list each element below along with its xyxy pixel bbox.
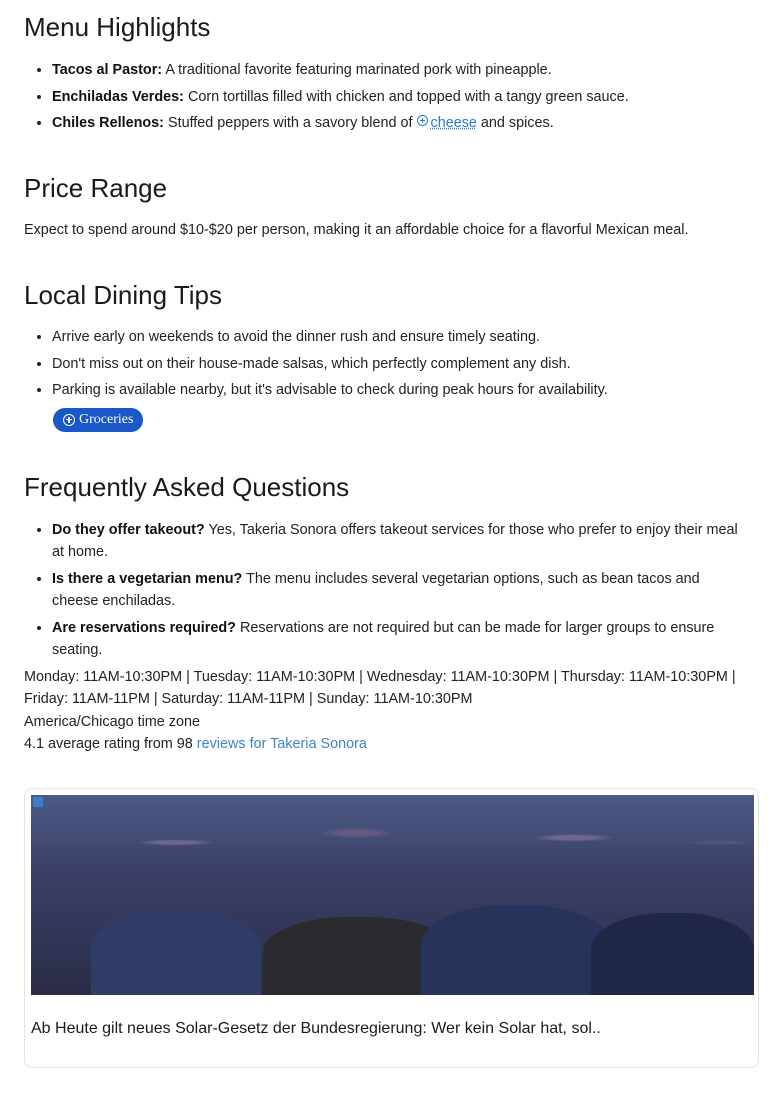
groceries-label: Groceries (79, 411, 134, 427)
dish-name: Tacos al Pastor: (52, 62, 163, 78)
list-item (52, 617, 746, 661)
news-card[interactable] (24, 788, 759, 1068)
list-item (52, 519, 746, 563)
list-item (52, 112, 746, 134)
faq-heading: Frequently Asked Questions (24, 471, 350, 502)
price-range-heading: Price Range (24, 173, 168, 203)
dish-name: Chiles Rellenos: (52, 115, 164, 131)
price-range-text: Expect to spend around $10-$20 per person, making it an affordable choice for a flavorful Mexican meal. (24, 222, 689, 238)
list-item: • Don't miss out on their house-made salsas, which perfectly complement any dish. (52, 353, 746, 375)
menu-highlights-list (24, 59, 746, 134)
groceries-button[interactable] (53, 408, 143, 432)
list-item (52, 86, 746, 108)
dish-desc: A traditional favorite featuring marinated pork with pineapple. (162, 62, 552, 78)
list-item (52, 59, 746, 81)
list-item: • Arrive early on weekends to avoid the dinner rush and ensure timely seating. (52, 326, 746, 348)
news-image[interactable] (31, 795, 754, 995)
dining-tips-list (24, 326, 746, 401)
faq-answer: Reservations are not required but can be made for larger groups to ensure seating. (52, 619, 715, 658)
local-dining-tips-heading: Local Dining Tips (24, 280, 222, 310)
faq-question: Do they offer takeout? (52, 521, 205, 538)
dish-name: Enchiladas Verdes: (52, 88, 184, 105)
dish-desc: Stuffed peppers with a savory blend of (163, 115, 417, 131)
faq-question: Is there a vegetarian menu? (52, 570, 243, 587)
list-item: • Parking is available nearby, but it's advisable to check during peak hours for availability. (52, 379, 746, 401)
news-card-title[interactable]: Ab Heute gilt neues Solar-Gesetz der Bundesregierung: Wer kein Solar hat, sol.. (31, 1019, 601, 1037)
faq-question: Are reservations required? (52, 619, 236, 636)
dish-desc-end: and spices. (476, 115, 554, 131)
plus-circle-icon (63, 414, 75, 426)
ad-choices-icon[interactable] (33, 797, 43, 807)
timezone: America/Chicago time zone (24, 713, 200, 730)
rating-line (24, 733, 746, 756)
faq-answer: The menu includes several vegetarian options, such as bean tacos and cheese enchiladas. (52, 570, 700, 609)
reviews-link[interactable]: reviews for Takeria Sonora (196, 736, 367, 752)
rating-text: 4.1 average rating from 98 (24, 736, 197, 752)
opening-hours: Monday: 11AM-10:30PM | Tuesday: 11AM-10:30PM | Wednesday: 11AM-10:30PM | Thursday: 11AM-10:30PM | Friday: 11AM-11PM | Saturday: 11AM-11PM | Sunday: 11AM-10:30PM (24, 668, 736, 707)
faq-list (24, 519, 746, 661)
cheese-link[interactable]: cheese (430, 115, 477, 131)
menu-highlights-heading: Menu Highlights (24, 12, 211, 42)
plus-circle-icon (417, 115, 428, 126)
list-item (52, 568, 746, 612)
dish-desc: Corn tortillas filled with chicken and topped with a tangy green sauce. (183, 88, 629, 105)
faq-answer: Yes, Takeria Sonora offers takeout services for those who prefer to enjoy their meal at home. (52, 521, 738, 560)
